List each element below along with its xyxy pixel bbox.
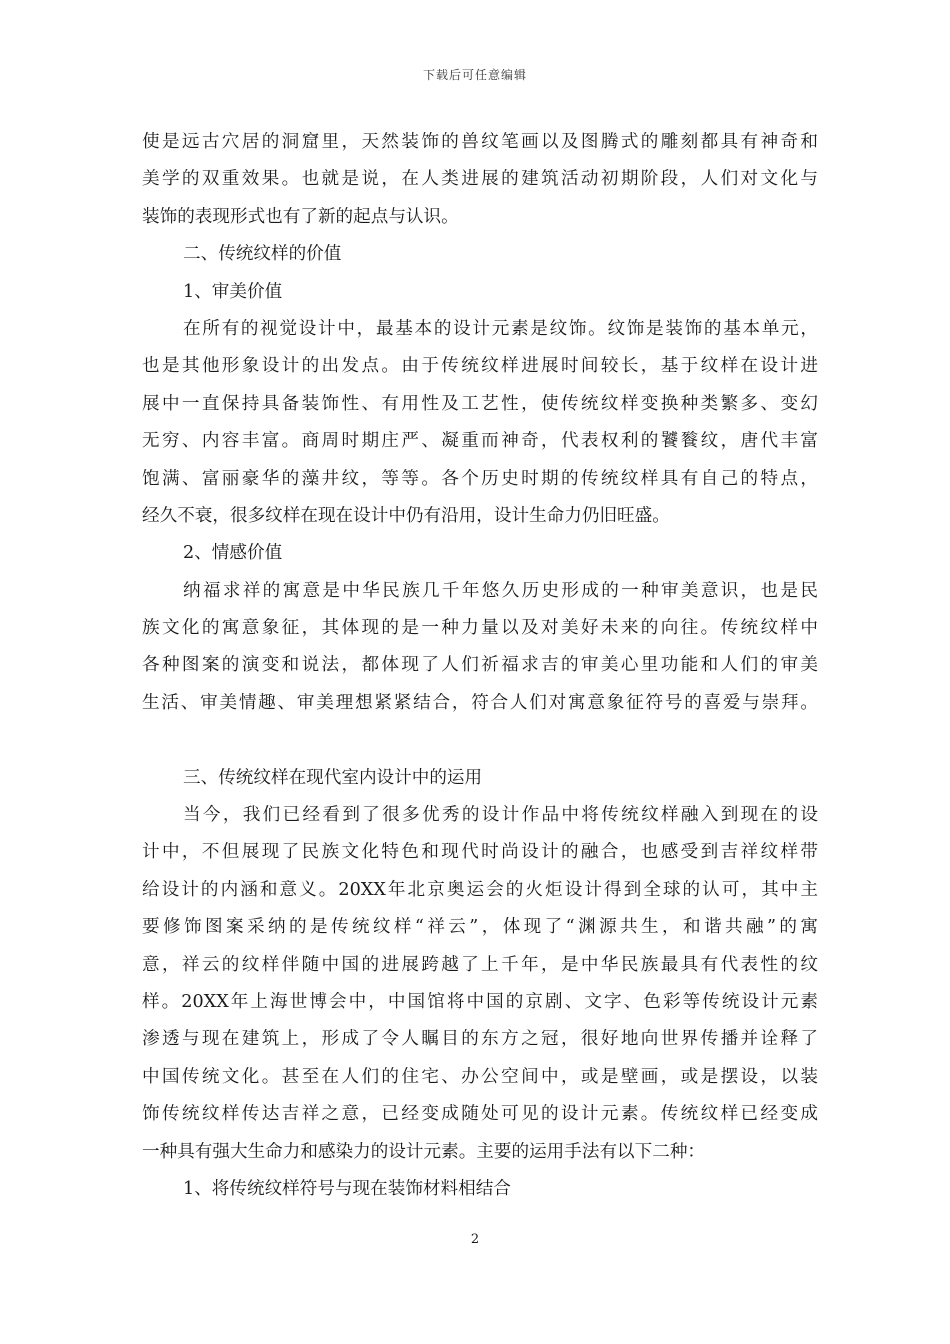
paragraph-last-line: 经久不衰，很多纹样在现在设计中仍有沿用，设计生命力仍旧旺盛。 — [142, 505, 670, 526]
section-heading: 三、传统纹样在现代室内设计中的运用 — [183, 767, 483, 788]
blank-line — [142, 722, 818, 759]
paragraph-last-line: 装饰的表现形式也有了新的起点与认识。 — [142, 206, 459, 227]
paragraph-line: 渗透与现在建筑上，形成了令人瞩目的东方之冠，很好地向世界传播并诠释了 — [142, 1029, 818, 1050]
paragraph-last-line: 一种具有强大生命力和感染力的设计元素。主要的运用手法有以下二种： — [142, 1141, 706, 1162]
paragraph-line: 中国传统文化。甚至在人们的住宅、办公空间中，或是壁画，或是摆设，以装 — [142, 1066, 818, 1087]
paragraph-line: 各种图案的演变和说法，都体现了人们祈福求吉的审美心里功能和人们的审美 — [142, 655, 818, 676]
paragraph-line: 饱满、富丽豪华的藻井纹，等等。各个历史时期的传统纹样具有自己的特点， — [142, 468, 818, 489]
paragraph-first-line: 在所有的视觉设计中，最基本的设计元素是纹饰。纹饰是装饰的基本单元， — [183, 318, 818, 339]
paragraph-line: 美学的双重效果。也就是说，在人类进展的建筑活动初期阶段，人们对文化与 — [142, 169, 818, 190]
paragraph-line: 饰传统纹样传达吉祥之意，已经变成随处可见的设计元素。传统纹样已经变成 — [142, 1104, 818, 1125]
paragraph-line: 意，祥云的纹样伴随中国的进展跨越了上千年，是中华民族最具有代表性的纹 — [142, 954, 818, 975]
paragraph-line: 展中一直保持具备装饰性、有用性及工艺性，使传统纹样变换种类繁多、变幻 — [142, 393, 818, 414]
section-heading: 1、将传统纹样符号与现在装饰材料相结合 — [183, 1178, 511, 1199]
page-header: 下载后可任意编辑 — [422, 68, 527, 82]
paragraph-line: 要修饰图案采纳的是传统纹样“祥云”，体现了“渊源共生，和谐共融”的寓 — [142, 917, 818, 938]
section-heading: 二、传统纹样的价值 — [183, 244, 342, 265]
paragraph-line: 给设计的内涵和意义。20XX年北京奥运会的火炬设计得到全球的认可，其中主 — [142, 879, 818, 900]
paragraph-line: 族文化的寓意象征，其体现的是一种力量以及对美好未来的向往。传统纹样中 — [142, 618, 818, 639]
page-number: 2 — [470, 1232, 480, 1247]
paragraph-first-line: 当今，我们已经看到了很多优秀的设计作品中将传统纹样融入到现在的设 — [183, 805, 818, 826]
section-heading: 1、审美价值 — [183, 281, 283, 302]
section-heading: 2、情感价值 — [183, 543, 283, 564]
paragraph-first-line: 纳福求祥的寓意是中华民族几千年悠久历史形成的一种审美意识，也是民 — [183, 580, 818, 601]
document-body — [142, 124, 818, 1208]
paragraph-line: 无穷、内容丰富。商周时期庄严、凝重而神奇，代表权利的饕餮纹，唐代丰富 — [142, 431, 818, 452]
paragraph-line: 也是其他形象设计的出发点。由于传统纹样进展时间较长，基于纹样在设计进 — [142, 356, 818, 377]
paragraph-line: 使是远古穴居的洞窟里，天然装饰的兽纹笔画以及图腾式的雕刻都具有神奇和 — [142, 132, 818, 152]
paragraph-line: 样。20XX年上海世博会中，中国馆将中国的京剧、文字、色彩等传统设计元素 — [142, 991, 818, 1012]
paragraph-line: 计中，不但展现了民族文化特色和现代时尚设计的融合，也感受到吉祥纹样带 — [142, 842, 818, 863]
paragraph-line: 生活、审美情趣、审美理想紧紧结合，符合人们对寓意象征符号的喜爱与崇拜。 — [142, 692, 818, 713]
